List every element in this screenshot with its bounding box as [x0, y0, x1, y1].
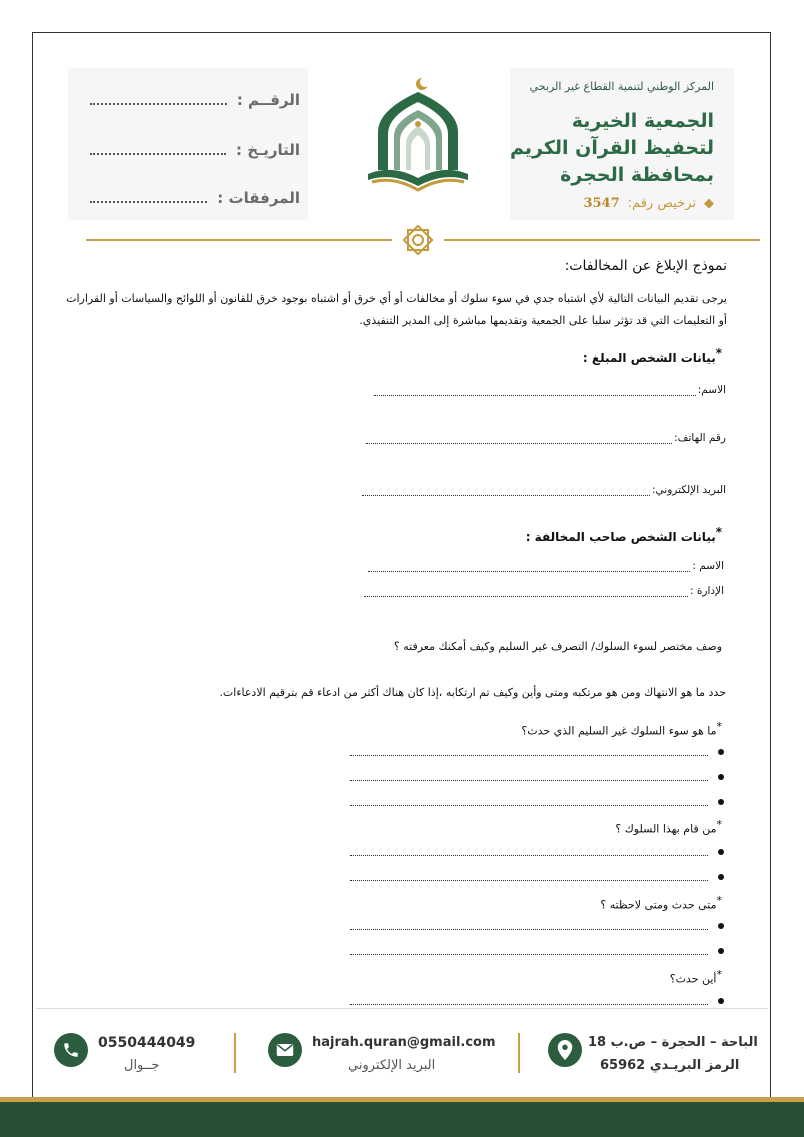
meta-attachments: [90, 186, 300, 210]
bullet-dot: [718, 849, 724, 855]
license: [540, 196, 714, 211]
bullet-dot: [718, 774, 724, 780]
answer-dots: [350, 773, 708, 781]
org-name-line-1: الجمعية الخيرية: [571, 110, 714, 132]
meta-number-dots: [90, 95, 227, 105]
bullet-dot: [718, 923, 724, 929]
answer-dots: [350, 947, 708, 955]
diamond-icon: ◆: [704, 196, 714, 211]
answer-line[interactable]: [340, 794, 724, 810]
org-name-line-2: لتحفيظ القرآن الكريم: [509, 137, 714, 159]
footer-email: hajrah.quran@gmail.com: [312, 1035, 496, 1050]
required-star: *: [715, 346, 722, 360]
meta-date-dots: [90, 145, 226, 155]
bullet-dot: [718, 749, 724, 755]
reporter-phone-field[interactable]: [362, 432, 726, 444]
bullet-dot: [718, 998, 724, 1004]
bullet-dot: [718, 799, 724, 805]
instruction-text: حدد ما هو الانتهاك ومن هو مرتكبه ومتى وأين وكيف تم ارتكابه ،إذا كان هناك أكثر من ادعاء قم بترقيم الادعاءات.: [219, 686, 726, 699]
location-icon: [548, 1033, 582, 1067]
answer-line[interactable]: [340, 869, 724, 885]
violator-department-line: [364, 589, 688, 597]
required-star: *: [716, 720, 722, 733]
form-intro: يرجى تقديم البيانات التالية لأي اشتباه جدي في سوء سلوك أو مخالفات أو أي خرق أو اشتباه بوجود خرق للقانون أو اللوائح والسياسات أو القرارات أو التعليمات التي قد تؤثر سلبا على الجمعية وتقديمها مباشرة إلى المدير التنفيذي.: [66, 292, 727, 327]
phone-icon: [54, 1033, 88, 1067]
question-what-text: ما هو سوء السلوك غير السليم الذي حدث؟: [521, 724, 717, 738]
org-name: [510, 108, 714, 189]
violator-heading-text: بيانات الشخص صاحب المخالفة :: [525, 530, 716, 544]
question-who: [400, 818, 722, 836]
bullet-dot: [718, 874, 724, 880]
footer-separator: [518, 1033, 520, 1073]
footer-email-label: البريد الإلكتروني: [348, 1058, 436, 1073]
bullet-dot: [718, 948, 724, 954]
violator-department-label: الإدارة :: [690, 585, 724, 597]
reporter-email-field[interactable]: [360, 484, 726, 496]
footer-phone-label: جــوال: [124, 1058, 160, 1073]
meta-date: [90, 138, 300, 162]
reporter-phone-line: [366, 436, 672, 444]
reporter-phone-label: رقم الهاتف:: [674, 432, 726, 444]
answer-line[interactable]: [340, 844, 724, 860]
violator-heading: [400, 525, 722, 544]
answer-line[interactable]: [340, 918, 724, 934]
required-star: *: [716, 968, 722, 981]
answer-dots: [350, 798, 708, 806]
gold-divider-left: [86, 239, 392, 241]
meta-number: [90, 88, 300, 112]
reporter-heading-text: بيانات الشخص المبلغ :: [582, 351, 716, 365]
meta-attachments-dots: [90, 193, 207, 203]
question-where: [400, 968, 722, 986]
question-when-text: متى حدث ومتى لاحظته ؟: [600, 898, 717, 912]
footer-phone: 0550444049: [98, 1035, 196, 1051]
license-number: 3547: [583, 196, 620, 211]
footer-postal: الرمز البريـدي 65962: [600, 1058, 740, 1073]
org-name-line-3: بمحافظة الحجرة: [560, 164, 714, 186]
answer-line[interactable]: [340, 769, 724, 785]
reporter-email-line: [362, 488, 650, 496]
reporter-heading: [400, 346, 722, 365]
reporter-name-label: الاسم:: [697, 384, 726, 396]
required-star: *: [716, 818, 722, 831]
org-top-line: المركز الوطني لتنمية القطاع غير الربحي: [529, 80, 714, 93]
reporter-name-line: [374, 388, 696, 396]
meta-number-label: الرقــم :: [236, 91, 300, 109]
gold-divider-right: [444, 239, 760, 241]
answer-line[interactable]: [340, 993, 724, 1009]
footer: [36, 1012, 768, 1092]
answer-line[interactable]: [340, 943, 724, 959]
violator-department-field[interactable]: [364, 585, 724, 597]
question-who-text: من قام بهذا السلوك ؟: [615, 822, 717, 836]
answer-dots: [350, 748, 708, 756]
answer-dots: [350, 873, 708, 881]
footer-separator: [234, 1033, 236, 1073]
required-star: *: [715, 525, 722, 539]
answer-dots: [350, 922, 708, 930]
meta-date-label: التاريـخ :: [236, 141, 300, 159]
reporter-name-field[interactable]: [370, 384, 726, 396]
license-label: ترخيص رقم:: [627, 196, 696, 211]
form-title: نموذج الإبلاغ عن المخالفات:: [564, 258, 727, 274]
answer-dots: [350, 997, 708, 1005]
question-where-text: أين حدث؟: [669, 972, 717, 986]
answer-dots: [350, 848, 708, 856]
violator-name-label: الاسم :: [692, 560, 724, 572]
question-what: [400, 720, 722, 738]
reporter-email-label: البريد الإلكتروني:: [652, 484, 726, 496]
mail-icon: [268, 1033, 302, 1067]
organization-logo-icon: [362, 74, 474, 208]
description-prompt: وصف مختصر لسوء السلوك/ التصرف غير السليم وكيف أمكنك معرفته ؟: [393, 640, 722, 653]
footer-address: الباحة – الحجرة – ص.ب 18: [588, 1035, 758, 1050]
footer-green-band: [0, 1102, 804, 1137]
ornament-star-icon: [400, 222, 436, 258]
answer-line[interactable]: [340, 744, 724, 760]
question-when: [400, 894, 722, 912]
required-star: *: [716, 894, 722, 907]
violator-name-line: [368, 564, 690, 572]
violator-name-field[interactable]: [366, 560, 724, 572]
meta-attachments-label: المرفقات :: [217, 189, 300, 207]
